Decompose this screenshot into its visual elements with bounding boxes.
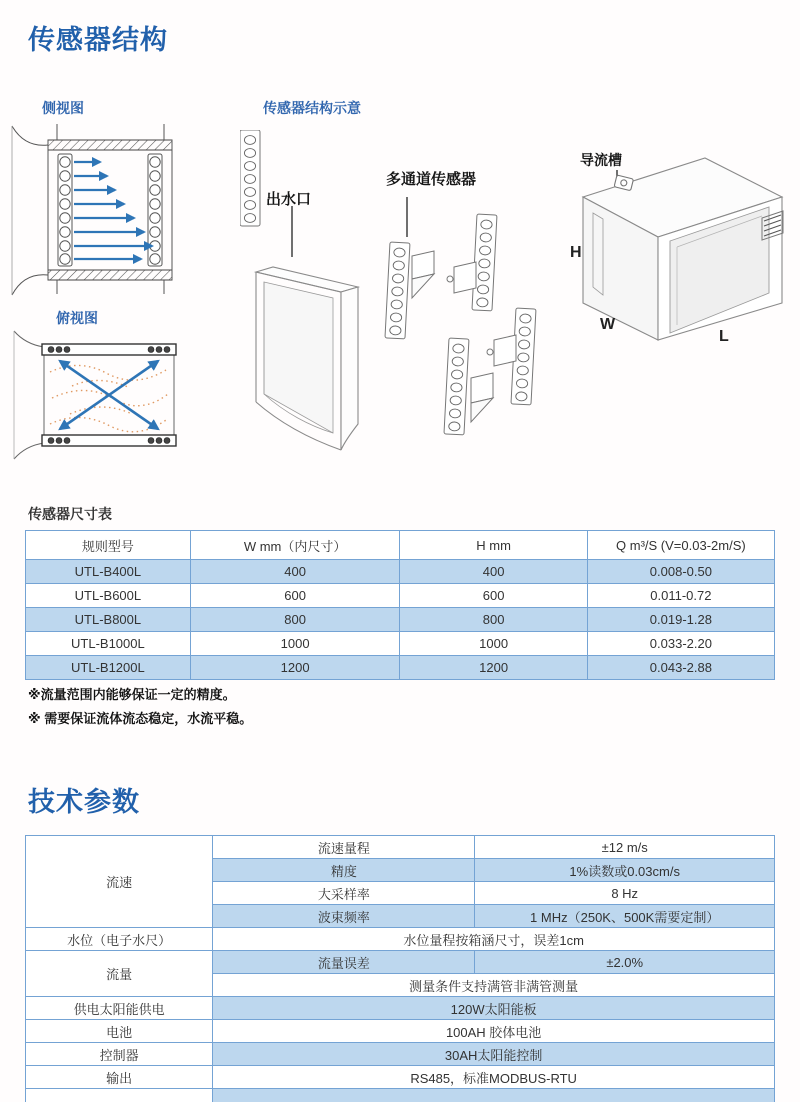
- table-row: [26, 656, 775, 680]
- cell-model: UTL-B600L: [26, 584, 191, 608]
- group-power: 供电太阳能供电: [26, 997, 213, 1020]
- cell-h: 600: [400, 584, 587, 608]
- top-view-label: 俯视图: [56, 310, 98, 326]
- group-flow-rate: 流量: [26, 951, 213, 997]
- sensor-size-table: [25, 530, 775, 680]
- table-row: [26, 1020, 775, 1043]
- outlet-label: 出水口: [266, 191, 312, 208]
- param-name: 流速量程: [213, 836, 475, 859]
- param-value: 测量条件支持满管非满管测量: [213, 974, 775, 997]
- cell-model: UTL-B400L: [26, 560, 191, 584]
- cell-w: 1200: [190, 656, 400, 680]
- flow-channel-label: 导流槽: [580, 152, 622, 168]
- cell-h: 1000: [400, 632, 587, 656]
- group-battery: 电池: [26, 1020, 213, 1043]
- param-value: ±2.0%: [475, 951, 775, 974]
- cell-q: 0.011-0.72: [587, 584, 774, 608]
- param-value: 1%读数或0.03cm/s: [475, 859, 775, 882]
- param-value: 100AH 胶体电池: [213, 1020, 775, 1043]
- param-name: 精度: [213, 859, 475, 882]
- tech-params-table: [25, 835, 775, 1102]
- flow-channel-diagram: [555, 135, 800, 370]
- cell-h: 1200: [400, 656, 587, 680]
- table-row: [26, 836, 775, 859]
- section-title-tech-params: 技术参数: [28, 787, 140, 817]
- cell-q: 0.033-2.20: [587, 632, 774, 656]
- table-row: [26, 584, 775, 608]
- footnote-accuracy: ※流量范围内能够保证一定的精度。: [28, 687, 236, 702]
- left-sensor-strip: [58, 154, 72, 266]
- cell-w: 400: [190, 560, 400, 584]
- table-row-partial: [26, 1089, 775, 1102]
- outlet-box: [256, 267, 358, 450]
- right-sensor-strip: [148, 154, 162, 266]
- table-header-row: [26, 531, 775, 560]
- param-value: 120W太阳能板: [213, 997, 775, 1020]
- col-header-w: W mm（内尺寸）: [190, 531, 400, 560]
- param-value-empty: [213, 1089, 775, 1102]
- footnote-flow-stability: ※ 需要保证流体流态稳定，水流平稳。: [28, 711, 253, 726]
- param-value: ±12 m/s: [475, 836, 775, 859]
- table-row: [26, 560, 775, 584]
- cell-w: 800: [190, 608, 400, 632]
- param-name: 流量误差: [213, 951, 475, 974]
- cell-q: 0.008-0.50: [587, 560, 774, 584]
- group-flow-velocity: 流速: [26, 836, 213, 928]
- side-view-diagram: [8, 118, 190, 306]
- group-water-level: 水位（电子水尺）: [26, 928, 213, 951]
- cell-w: 600: [190, 584, 400, 608]
- table-row: [26, 997, 775, 1020]
- col-header-q: Q m³/S (V=0.03-2m/S): [587, 531, 774, 560]
- cell-w: 1000: [190, 632, 400, 656]
- table-row: [26, 1043, 775, 1066]
- cross-path-arrows-icon: [60, 361, 158, 429]
- cell-q: 0.043-2.88: [587, 656, 774, 680]
- cell-h: 400: [400, 560, 587, 584]
- duct-box: [583, 158, 783, 340]
- group-controller: 控制器: [26, 1043, 213, 1066]
- table-row: [26, 928, 775, 951]
- turbulence-dotted-lines: [50, 365, 168, 431]
- side-view-label: 侧视图: [42, 100, 84, 116]
- dimension-l-label: L: [719, 328, 729, 345]
- flow-arrows-icon: [74, 162, 152, 259]
- group-output: 输出: [26, 1066, 213, 1089]
- col-header-model: 规则型号: [26, 531, 191, 560]
- group-empty: [26, 1089, 213, 1102]
- cell-h: 800: [400, 608, 587, 632]
- dimension-w-label: W: [600, 316, 616, 333]
- table-row: [26, 608, 775, 632]
- schematic-label: 传感器结构示意: [263, 100, 361, 116]
- param-name: 大采样率: [213, 882, 475, 905]
- param-value: 水位量程按箱涵尺寸，误差1cm: [213, 928, 775, 951]
- param-value: 8 Hz: [475, 882, 775, 905]
- table-row: [26, 1066, 775, 1089]
- param-value: 30AH太阳能控制: [213, 1043, 775, 1066]
- multichannel-sensor-label: 多通道传感器: [386, 171, 477, 188]
- cell-model: UTL-B1200L: [26, 656, 191, 680]
- cell-model: UTL-B800L: [26, 608, 191, 632]
- table-row: [26, 951, 775, 974]
- size-table-caption: 传感器尺寸表: [28, 506, 112, 522]
- top-view-diagram: [12, 330, 190, 462]
- section-title-sensor-structure: 传感器结构: [28, 25, 168, 55]
- param-value: 1 MHz（250K、500K需要定制）: [475, 905, 775, 928]
- dimension-h-label: H: [570, 244, 582, 261]
- table-row: [26, 632, 775, 656]
- cell-q: 0.019-1.28: [587, 608, 774, 632]
- param-name: 波束频率: [213, 905, 475, 928]
- col-header-h: H mm: [400, 531, 587, 560]
- param-value: RS485，标准MODBUS-RTU: [213, 1066, 775, 1089]
- cell-model: UTL-B1000L: [26, 632, 191, 656]
